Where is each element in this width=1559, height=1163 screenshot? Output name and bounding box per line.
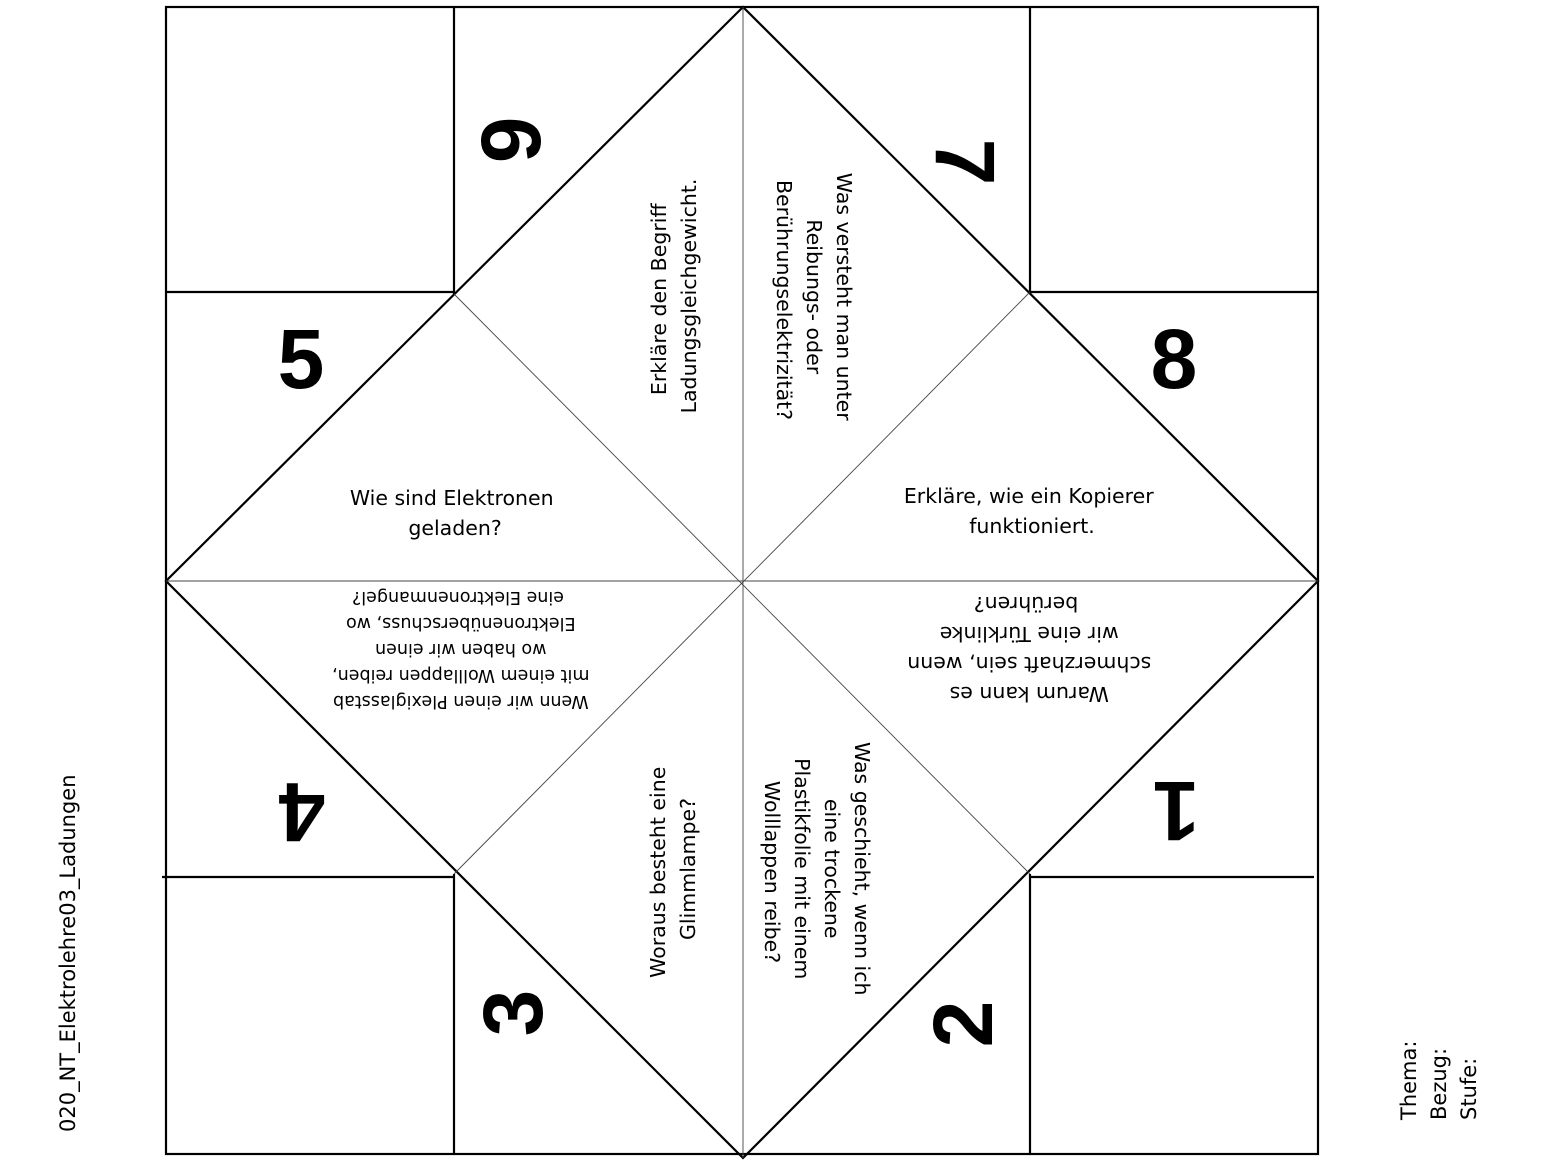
question-line: Erkläre, wie ein Kopierer <box>903 484 1154 508</box>
question-charge-balance <box>647 179 701 414</box>
question-line: Was geschieht, wenn ich <box>850 741 874 996</box>
question-line: Plastikfolie mit einem <box>790 758 814 980</box>
question-line: eine trockene <box>820 798 844 939</box>
question-line: mit einem Wolllappen reiben, <box>332 665 590 685</box>
meta-thema-label: Thema: <box>1397 1040 1421 1120</box>
question-line: Warum kann es <box>949 682 1109 706</box>
question-line: berühren? <box>973 592 1079 616</box>
question-line: eine Elektronenmangel? <box>351 587 565 607</box>
number-7: 7 <box>918 138 1012 186</box>
question-friction-electricity <box>772 173 856 427</box>
number-4: 4 <box>278 765 326 859</box>
question-line: wir eine Türklinke <box>939 622 1119 646</box>
question-line: Ladungsgleichgewicht. <box>677 178 701 414</box>
question-doorknob <box>901 592 1152 706</box>
grid-lines <box>162 7 1318 1154</box>
question-line: Was versteht man unter <box>832 172 856 421</box>
number-6: 6 <box>464 116 558 164</box>
question-copier <box>904 484 1160 538</box>
number-2: 2 <box>916 1000 1010 1048</box>
question-line: schmerzhaft sein, wenn <box>907 652 1152 676</box>
question-line: Wenn wir einen Plexiglasstab <box>332 691 589 711</box>
question-glow-lamp <box>646 760 700 978</box>
question-plastic-foil <box>760 742 874 1002</box>
question-line: Reibungs- oder <box>802 219 826 375</box>
question-line: funktioniert. <box>969 514 1095 538</box>
outer-square <box>166 7 1318 1154</box>
meta-bezug-label: Bezug: <box>1427 1047 1451 1120</box>
question-line: Glimmlampe? <box>676 798 700 940</box>
question-electrons <box>350 486 560 540</box>
question-line: Woraus besteht eine <box>646 766 670 978</box>
number-1: 1 <box>1152 764 1200 858</box>
document-id-label: 020_NT_Elektrolehre03_Ladungen <box>56 774 80 1132</box>
question-line: Berührungselektrizität? <box>772 179 796 421</box>
question-line: Elektronenüberschuss, wo <box>345 613 576 633</box>
number-3: 3 <box>466 989 560 1037</box>
number-8: 8 <box>1150 312 1198 406</box>
meta-stufe-label: Stufe: <box>1457 1057 1481 1120</box>
question-line: geladen? <box>408 516 502 540</box>
question-line: Wolllappen reibe? <box>760 780 784 964</box>
question-line: Erkläre den Begriff <box>647 203 671 396</box>
question-plexiglass <box>327 587 590 711</box>
fold-lines <box>166 7 1318 1158</box>
number-5: 5 <box>277 312 325 406</box>
question-line: Wie sind Elektronen <box>349 486 554 510</box>
question-line: wo haben wir einen <box>375 639 547 659</box>
